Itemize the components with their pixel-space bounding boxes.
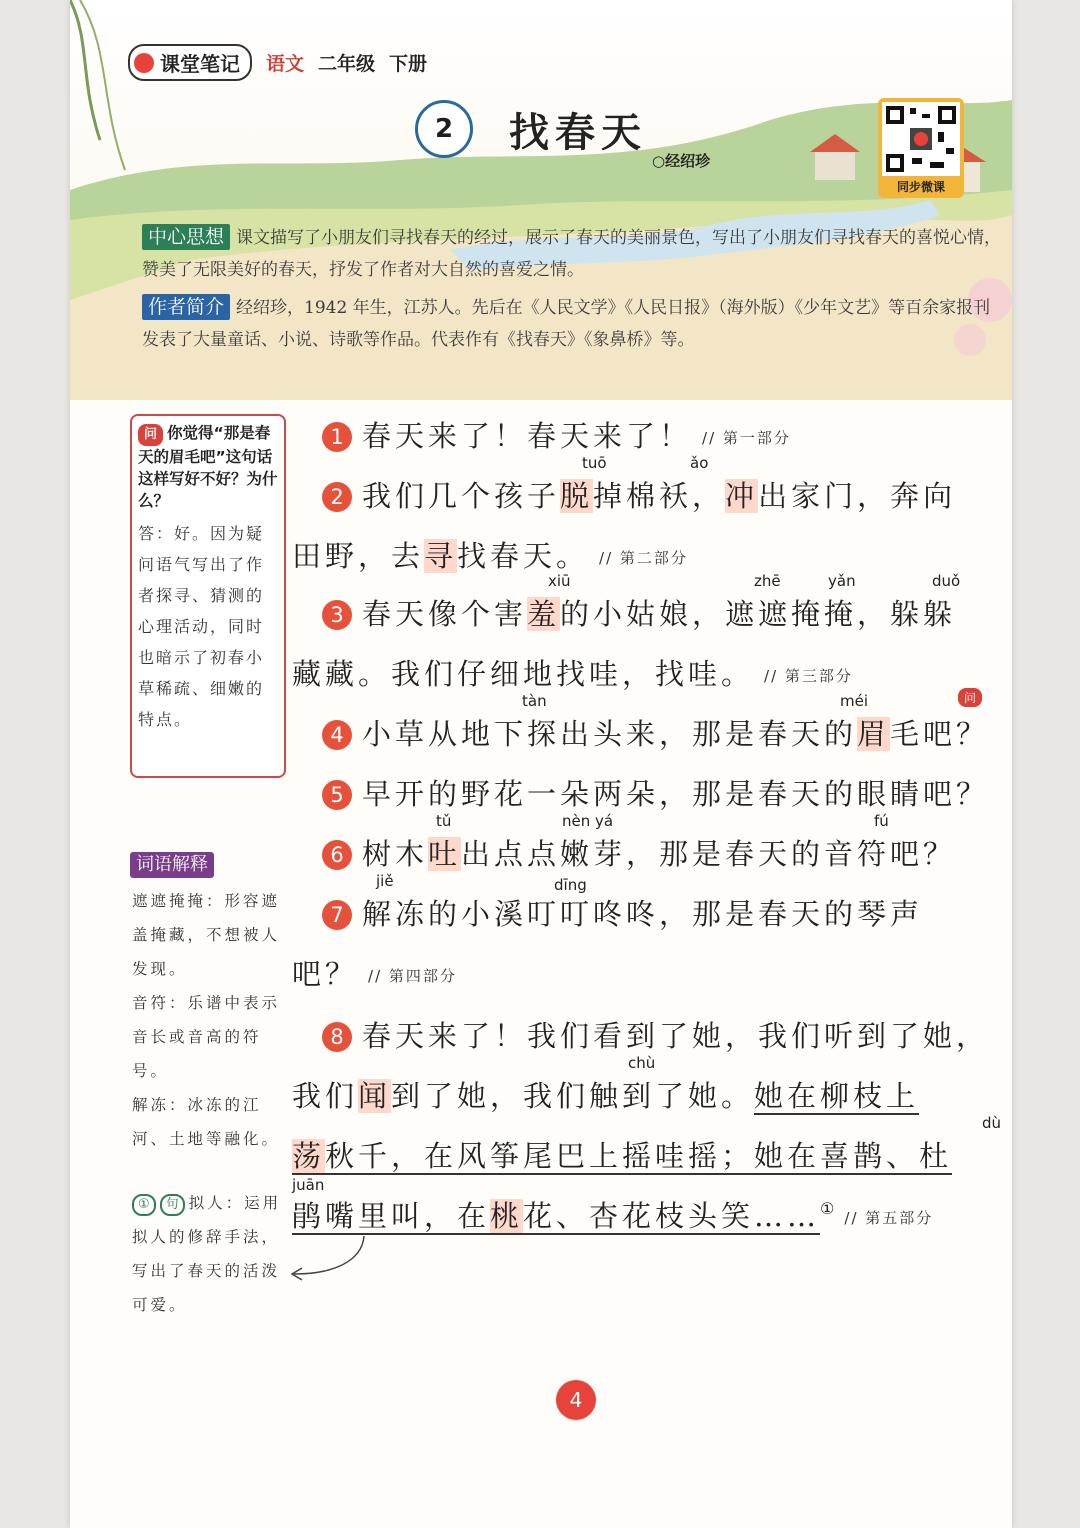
paragraph-3 xyxy=(322,592,956,633)
pinyin: tuō xyxy=(582,454,607,472)
volume: 下册 xyxy=(389,53,428,75)
text-segment: 的小姑娘，遮遮掩掩，躲躲 xyxy=(560,597,957,631)
part-marker: // 第二部分 xyxy=(599,549,688,567)
brand-logo-icon xyxy=(134,53,154,73)
text-segment: 出家门，奔向 xyxy=(758,479,957,513)
pinyin: xiū xyxy=(548,572,571,590)
text-segment: 找春天。 xyxy=(457,539,590,573)
paragraph-8-line3 xyxy=(292,1134,952,1175)
author-intro xyxy=(142,292,1002,356)
paragraph-number: 2 xyxy=(322,482,352,512)
paragraph-2-cont xyxy=(292,534,688,575)
header-bar xyxy=(128,44,427,81)
note-number: ① xyxy=(132,1194,156,1216)
highlighted-char: 冲 xyxy=(725,479,759,513)
intro-section xyxy=(142,222,1002,362)
pinyin: nèn yá xyxy=(562,812,614,830)
text-segment: 春天来了！我们看到了她，我们听到了她， xyxy=(362,1019,990,1053)
highlighted-char: 荡 xyxy=(292,1139,326,1173)
vocab-list xyxy=(132,884,292,1156)
vocab-tag: 词语解释 xyxy=(130,852,214,878)
author-name: ○经绍珍 xyxy=(652,152,711,170)
subject: 语文 xyxy=(266,53,305,75)
part-marker: // 第一部分 xyxy=(702,429,791,447)
paragraph-7-cont xyxy=(292,952,457,993)
question-marker-icon: 问 xyxy=(958,688,982,707)
text-segment: 树木 xyxy=(362,837,429,871)
question xyxy=(138,422,278,512)
text-segment: 掉棉袄， xyxy=(593,479,726,513)
pinyin: tǔ xyxy=(436,812,452,830)
text-segment: 我们 xyxy=(292,1079,359,1113)
paragraph-4 xyxy=(322,712,989,753)
text-segment: 吧？ xyxy=(292,957,359,991)
pinyin: chù xyxy=(628,1054,656,1072)
paragraph-number: 3 xyxy=(322,600,352,630)
page-number: 4 xyxy=(556,1380,596,1420)
part-marker: // 第三部分 xyxy=(764,667,853,685)
text-segment: 到了她，我们触到了她。 xyxy=(391,1079,755,1113)
paragraph-5 xyxy=(322,772,989,813)
qr-label: 同步微课 xyxy=(896,180,945,194)
pinyin: dīng xyxy=(554,876,587,894)
paragraph-text: 春天来了！春天来了！ xyxy=(362,419,693,453)
paragraph-3-cont xyxy=(292,652,853,693)
pinyin: zhē xyxy=(754,572,781,590)
paragraph-8 xyxy=(322,1014,989,1055)
page xyxy=(70,0,1012,1528)
lesson-number: 2 xyxy=(415,100,473,158)
paragraph-number: 7 xyxy=(322,900,352,930)
text-segment: 解冻的小溪叮叮咚咚，那是春天的琴声 xyxy=(362,897,924,931)
paragraph-2 xyxy=(322,474,956,515)
paragraph-number: 8 xyxy=(322,1022,352,1052)
part-marker: // 第四部分 xyxy=(368,967,457,985)
paragraph-8-line2 xyxy=(292,1074,919,1115)
question-box xyxy=(130,414,286,778)
paragraph-number: 6 xyxy=(322,840,352,870)
note-arrow xyxy=(282,1232,372,1292)
qr-code[interactable] xyxy=(878,98,964,198)
lesson-title: 找春天 xyxy=(509,109,647,156)
center-idea-text: 课文描写了小朋友们寻找春天的经过，展示了春天的美丽景色，写出了小朋友们寻找春天的喜悦心情，赞美了无限美好的春天，抒发了作者对大自然的喜爱之情。 xyxy=(142,228,1002,280)
pinyin: ǎo xyxy=(690,454,709,472)
paragraph-8-line4 xyxy=(292,1194,933,1235)
brand-badge xyxy=(128,44,252,81)
text-segment: 早开的野花一朵两朵，那是春天的眼睛吧？ xyxy=(362,777,990,811)
pinyin: duǒ xyxy=(932,572,961,590)
underlined-text: 她在柳枝上 xyxy=(754,1079,920,1113)
paragraph-1 xyxy=(322,414,791,455)
text-segment: 毛吧？ xyxy=(890,717,990,751)
question-text: 你觉得“那是春天的眉毛吧”这句话这样写好不好？为什么？ xyxy=(138,424,278,510)
author-intro-text: 经绍珍，1942 年生，江苏人。先后在《人民文学》《人民日报》（海外版）《少年文艺》等百余家报刊发表了大量童话、小说、诗歌等作品。代表作有《找春天》《象鼻桥》等。 xyxy=(142,298,991,350)
pinyin: yǎn xyxy=(828,572,856,590)
pinyin: jiě xyxy=(376,872,394,890)
grade: 二年级 xyxy=(318,53,376,75)
highlighted-char: 闻 xyxy=(358,1079,392,1113)
center-idea-tag: 中心思想 xyxy=(142,224,230,250)
pinyin: méi xyxy=(840,692,869,710)
paragraph-number: 4 xyxy=(322,720,352,750)
text-segment: 田野，去 xyxy=(292,539,425,573)
footnote-marker: ① xyxy=(820,1199,835,1218)
highlighted-char: 桃 xyxy=(490,1199,524,1233)
underlined-text: 秋千，在风筝尾巴上摇哇摇；她在喜鹊、杜 xyxy=(325,1139,953,1173)
vocab-item: 遮遮掩掩：形容遮盖掩藏，不想被人发现。 xyxy=(132,892,281,978)
text-segment: 春天像个害 xyxy=(362,597,528,631)
underlined-text: 鹃嘴里叫，在 xyxy=(292,1199,491,1233)
text-segment: 出点点嫩芽，那是春天的音符吧？ xyxy=(461,837,957,871)
vocab-item: 解冻：冰冻的江河、土地等融化。 xyxy=(132,1096,281,1148)
center-idea xyxy=(142,222,1002,286)
answer-text: 答：好。因为疑问语气写出了作者探寻、猜测的心理活动，同时也暗示了初春小草稀疏、细嫩的特点。 xyxy=(138,524,265,729)
highlighted-char: 寻 xyxy=(424,539,458,573)
brand-name: 课堂笔记 xyxy=(160,52,240,76)
author-intro-tag: 作者简介 xyxy=(142,294,230,320)
pinyin: juān xyxy=(292,1176,325,1194)
pinyin: dù xyxy=(982,1114,1002,1132)
text-segment: 藏藏。我们仔细地找哇，找哇。 xyxy=(292,657,755,691)
text-segment: 我们几个孩子 xyxy=(362,479,561,513)
sentence-icon: 句 xyxy=(160,1194,185,1216)
highlighted-char: 脱 xyxy=(560,479,594,513)
underlined-text: 花、杏花枝头笑…… xyxy=(523,1199,821,1233)
pinyin: tàn xyxy=(522,692,547,710)
highlighted-char: 眉 xyxy=(857,717,891,751)
highlighted-char: 吐 xyxy=(428,837,462,871)
sentence-note xyxy=(132,1186,292,1322)
pinyin: fú xyxy=(874,812,889,830)
note-text: 拟人：运用拟人的修辞手法，写出了春天的活泼可爱。 xyxy=(132,1194,282,1314)
qr-code-icon xyxy=(882,102,960,176)
text-segment: 小草从地下探出头来，那是春天的 xyxy=(362,717,858,751)
paragraph-number: 5 xyxy=(322,780,352,810)
vocab-item: 音符：乐谱中表示音长或音高的符号。 xyxy=(132,994,281,1080)
paragraph-6 xyxy=(322,832,956,873)
question-icon: 问 xyxy=(138,424,163,446)
part-marker: // 第五部分 xyxy=(844,1209,934,1227)
highlighted-char: 羞 xyxy=(527,597,561,631)
lesson-heading xyxy=(415,100,647,158)
paragraph-7 xyxy=(322,892,923,933)
paragraph-number: 1 xyxy=(322,422,352,452)
